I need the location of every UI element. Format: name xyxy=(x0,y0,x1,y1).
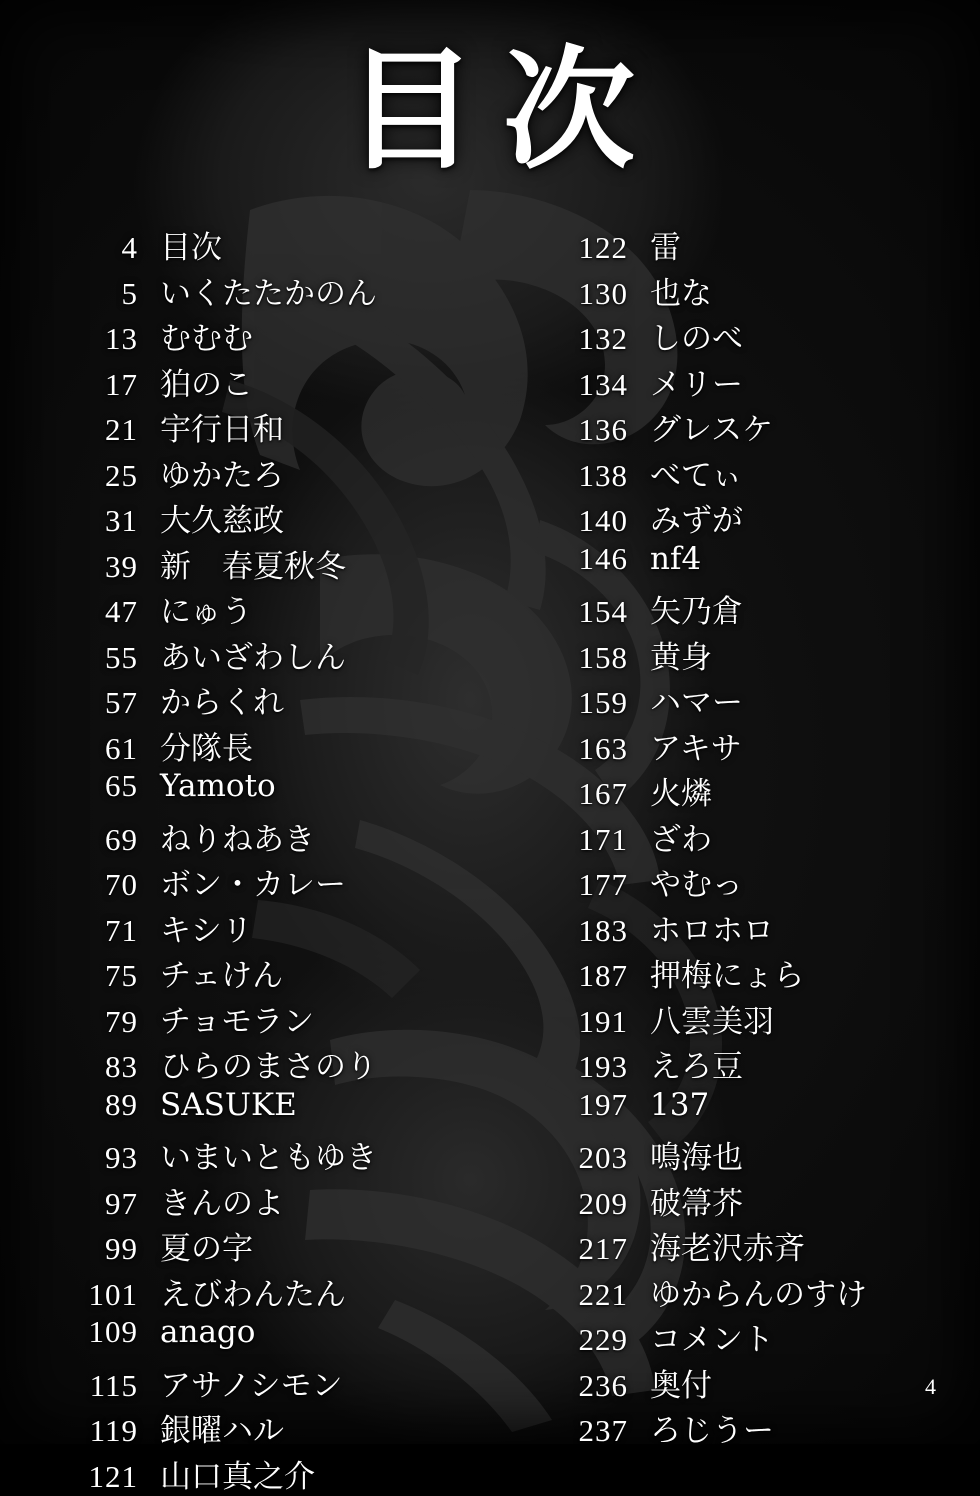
toc-entry-page: 119 xyxy=(52,1413,138,1449)
toc-entry-page: 93 xyxy=(52,1140,138,1176)
toc-entry-title: 宇行日和 xyxy=(138,404,284,449)
toc-entry-title: えびわんたん xyxy=(138,1269,346,1314)
toc-entry-title: ボン・カレー xyxy=(138,859,346,904)
toc-entry[interactable] xyxy=(542,268,980,314)
toc-entry-page: 203 xyxy=(542,1140,628,1176)
toc-entry[interactable] xyxy=(52,814,490,860)
toc-entry[interactable] xyxy=(52,632,490,678)
toc-entry[interactable] xyxy=(542,905,980,951)
toc-entry-title: anago xyxy=(138,1314,255,1350)
toc-entry-page: 140 xyxy=(542,503,628,539)
toc-entry-title: 新 春夏秋冬 xyxy=(138,541,346,586)
toc-entry-title: 目次 xyxy=(138,222,222,267)
toc-entry-page: 197 xyxy=(542,1087,628,1123)
folio-page-number: 4 xyxy=(925,1374,936,1400)
toc-entry-title: グレスケ xyxy=(628,404,773,449)
toc-entry-title: メリー xyxy=(628,359,743,404)
toc-entry[interactable] xyxy=(52,541,490,587)
toc-entry-page: 65 xyxy=(52,768,138,804)
toc-entry-title: みずが xyxy=(628,495,743,540)
toc-entry[interactable] xyxy=(542,723,980,769)
toc-entry-page: 159 xyxy=(542,685,628,721)
toc-entry-page: 13 xyxy=(52,321,138,357)
toc-entry-title: やむっ xyxy=(628,859,743,904)
toc-entry-title: 火燐 xyxy=(628,768,712,813)
toc-entry-page: 101 xyxy=(52,1277,138,1313)
toc-entry[interactable] xyxy=(52,1041,490,1087)
toc-entry[interactable] xyxy=(52,1132,490,1178)
toc-entry[interactable] xyxy=(542,1041,980,1087)
toc-entry-page: 25 xyxy=(52,458,138,494)
toc-entry-page: 132 xyxy=(542,321,628,357)
toc-entry-page: 31 xyxy=(52,503,138,539)
toc-entry-page: 5 xyxy=(52,276,138,312)
toc-entry[interactable] xyxy=(542,1269,980,1315)
toc-entry-title: ゆからんのすけ xyxy=(628,1269,867,1314)
toc-entry[interactable] xyxy=(542,859,980,905)
toc-entry-title: 也な xyxy=(628,268,712,313)
toc-entry-page: 83 xyxy=(52,1049,138,1085)
toc-entry-title: 山口真之介 xyxy=(138,1451,315,1496)
toc-entry[interactable] xyxy=(52,1223,490,1269)
toc-entry-page: 209 xyxy=(542,1186,628,1222)
toc-entry-title: ざわ xyxy=(628,814,712,859)
toc-entry-page: 138 xyxy=(542,458,628,494)
toc-entry-title: ホロホロ xyxy=(628,905,774,950)
toc-entry-title: 大久慈政 xyxy=(138,495,284,540)
toc-entry-title: いくたたかのん xyxy=(138,268,377,313)
toc-entry[interactable] xyxy=(542,814,980,860)
toc-entry-page: 99 xyxy=(52,1231,138,1267)
toc-entry-title: からくれ xyxy=(138,677,284,722)
toc-entry-page: 69 xyxy=(52,822,138,858)
toc-entry-title: 137 xyxy=(628,1087,709,1123)
toc-entry-page: 158 xyxy=(542,640,628,676)
toc-entry[interactable] xyxy=(52,677,490,723)
toc-entry[interactable] xyxy=(52,404,490,450)
toc-entry[interactable] xyxy=(52,586,490,632)
toc-entry[interactable] xyxy=(52,1360,490,1406)
toc-entry[interactable] xyxy=(52,950,490,996)
toc-entry[interactable] xyxy=(542,222,980,268)
toc-entry[interactable] xyxy=(52,268,490,314)
toc-entry[interactable] xyxy=(542,996,980,1042)
toc-entry[interactable] xyxy=(542,1132,980,1178)
toc-entry-page: 237 xyxy=(542,1413,628,1449)
toc-entry-page: 57 xyxy=(52,685,138,721)
toc-entry-title: チョモラン xyxy=(138,996,314,1041)
toc-entry-page: 134 xyxy=(542,367,628,403)
toc-entry-page: 229 xyxy=(542,1322,628,1358)
toc-entry-page: 75 xyxy=(52,958,138,994)
toc-entry-title: SASUKE xyxy=(138,1087,297,1123)
toc-entry[interactable] xyxy=(52,313,490,359)
toc-entry-title: nf4 xyxy=(628,541,701,577)
toc-entry[interactable] xyxy=(542,1178,980,1224)
toc-entry-page: 191 xyxy=(542,1004,628,1040)
toc-entry[interactable] xyxy=(542,950,980,996)
toc-entry-page: 4 xyxy=(52,230,138,266)
toc-entry[interactable] xyxy=(52,1314,490,1360)
toc-entry[interactable] xyxy=(52,359,490,405)
toc-entry-page: 193 xyxy=(542,1049,628,1085)
toc-entry-page: 236 xyxy=(542,1368,628,1404)
toc-entry-title: ひらのまさのり xyxy=(138,1041,377,1086)
toc-entry-title: いまいともゆき xyxy=(138,1132,377,1177)
toc-entry-title: きんのよ xyxy=(138,1178,284,1223)
toc-entry-page: 97 xyxy=(52,1186,138,1222)
toc-entry[interactable] xyxy=(542,677,980,723)
toc-entry[interactable] xyxy=(542,632,980,678)
toc-entry[interactable] xyxy=(52,450,490,496)
toc-entry-title: 破箒芥 xyxy=(628,1178,743,1223)
toc-entry[interactable] xyxy=(542,495,980,541)
toc-entry[interactable] xyxy=(542,404,980,450)
toc-entry-title: 黄身 xyxy=(628,632,712,677)
toc-entry[interactable] xyxy=(52,1087,490,1133)
toc-entry[interactable] xyxy=(52,1451,490,1496)
toc-entry-title: えろ豆 xyxy=(628,1041,743,1086)
toc-entry-page: 79 xyxy=(52,1004,138,1040)
toc-entry-title: むむむ xyxy=(138,313,253,358)
toc-entry-page: 39 xyxy=(52,549,138,585)
toc-entry-page: 115 xyxy=(52,1368,138,1404)
toc-entry-title: 矢乃倉 xyxy=(628,586,743,631)
toc-entry[interactable] xyxy=(52,859,490,905)
toc-entry-page: 122 xyxy=(542,230,628,266)
toc-entry[interactable] xyxy=(52,1178,490,1224)
toc-entry-page: 183 xyxy=(542,913,628,949)
toc-entry-title: 銀曜ハル xyxy=(138,1405,284,1450)
toc-entry-page: 70 xyxy=(52,867,138,903)
toc-entry[interactable] xyxy=(52,905,490,951)
toc-entry-title: Yamoto xyxy=(138,768,276,804)
toc-entry-page: 21 xyxy=(52,412,138,448)
toc-entry[interactable] xyxy=(52,996,490,1042)
toc-entry-page: 17 xyxy=(52,367,138,403)
toc-entry-page: 136 xyxy=(542,412,628,448)
toc-entry-page: 61 xyxy=(52,731,138,767)
toc-entry-title: 海老沢赤斉 xyxy=(628,1223,805,1268)
toc-entry-title: チェけん xyxy=(138,950,283,995)
toc-entry-page: 187 xyxy=(542,958,628,994)
toc-entry-page: 47 xyxy=(52,594,138,630)
toc-entry-page: 146 xyxy=(542,541,628,577)
toc-entry-page: 121 xyxy=(52,1459,138,1495)
toc-entry-page: 55 xyxy=(52,640,138,676)
toc-entry-page: 171 xyxy=(542,822,628,858)
toc-entry-page: 217 xyxy=(542,1231,628,1267)
toc-entry-page: 89 xyxy=(52,1087,138,1123)
toc-entry-title: 夏の字 xyxy=(138,1223,253,1268)
toc-entry-title: 狛のこ xyxy=(138,359,253,404)
toc-entry[interactable] xyxy=(542,541,980,587)
toc-entry-page: 71 xyxy=(52,913,138,949)
toc-entry-title: べてぃ xyxy=(628,450,742,495)
toc-entry[interactable] xyxy=(542,313,980,359)
toc-entry-page: 167 xyxy=(542,776,628,812)
toc-entry-title: 雷 xyxy=(628,222,681,267)
toc-entry-title: ハマー xyxy=(628,677,743,722)
toc-entry-page: 163 xyxy=(542,731,628,767)
toc-entry-page: 177 xyxy=(542,867,628,903)
toc-entry-title: しのべ xyxy=(628,313,743,358)
toc-entry[interactable] xyxy=(542,359,980,405)
toc-entry-title: ろじうー xyxy=(628,1405,774,1450)
toc-entry[interactable] xyxy=(542,450,980,496)
toc-entry[interactable] xyxy=(542,768,980,814)
toc-entry[interactable] xyxy=(542,1360,980,1406)
page-title: 目次 xyxy=(0,42,980,181)
toc-entry-title: 分隊長 xyxy=(138,723,253,768)
toc-entry[interactable] xyxy=(542,1314,980,1360)
toc-right-column xyxy=(490,222,980,1496)
toc-entry-title: 鳴海也 xyxy=(628,1132,743,1177)
toc-entry[interactable] xyxy=(542,1405,980,1451)
toc-entry-title: あいざわしん xyxy=(138,632,346,677)
toc-entry-title: ねりねあき xyxy=(138,814,315,859)
toc-entry-title: 八雲美羽 xyxy=(628,996,774,1041)
toc-entry-title: アキサ xyxy=(628,723,742,768)
toc-entry[interactable] xyxy=(52,495,490,541)
toc-entry[interactable] xyxy=(52,1405,490,1451)
toc-columns xyxy=(0,222,980,1496)
toc-entry-title: コメント xyxy=(628,1314,774,1359)
toc-entry[interactable] xyxy=(52,768,490,814)
toc-entry[interactable] xyxy=(52,1269,490,1315)
toc-entry-title: にゅう xyxy=(138,586,252,631)
toc-entry-page: 130 xyxy=(542,276,628,312)
toc-entry[interactable] xyxy=(542,1223,980,1269)
toc-entry-page: 154 xyxy=(542,594,628,630)
toc-entry[interactable] xyxy=(542,586,980,632)
toc-entry-title: ゆかたろ xyxy=(138,450,284,495)
toc-left-column xyxy=(0,222,490,1496)
toc-entry-title: 奥付 xyxy=(628,1360,712,1405)
toc-entry[interactable] xyxy=(52,222,490,268)
toc-entry[interactable] xyxy=(542,1087,980,1133)
toc-entry-page: 221 xyxy=(542,1277,628,1313)
toc-entry[interactable] xyxy=(52,723,490,769)
toc-entry-title: キシリ xyxy=(138,905,253,950)
toc-entry-title: アサノシモン xyxy=(138,1360,343,1405)
toc-entry-title: 押梅にょら xyxy=(628,950,804,995)
toc-entry-page: 109 xyxy=(52,1314,138,1350)
